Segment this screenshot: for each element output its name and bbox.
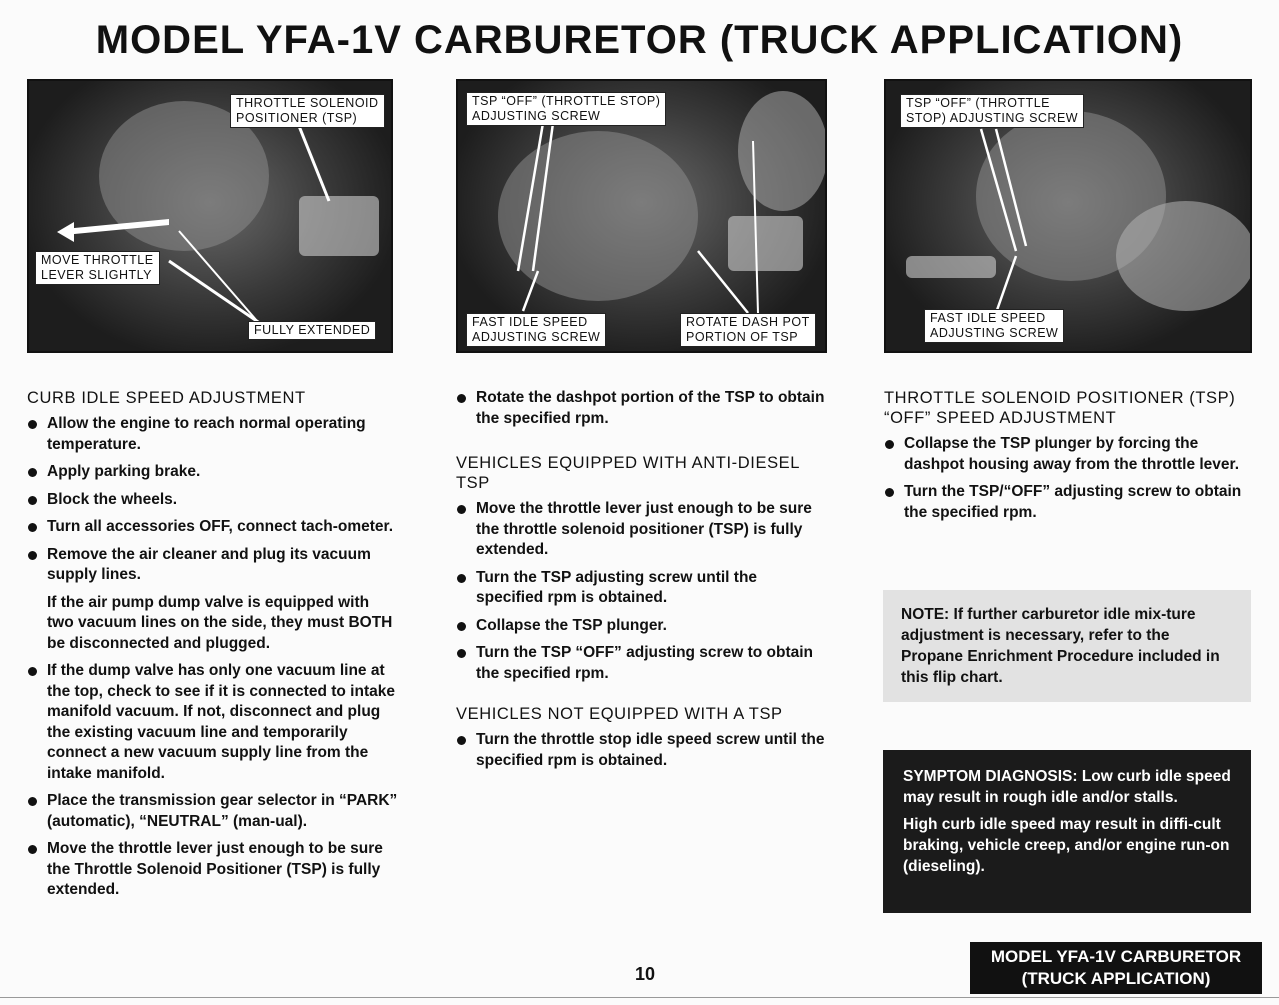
list-item: Move the throttle lever just enough to be sure the Throttle Solenoid Positioner (TSP) is fully extended. — [27, 839, 399, 901]
list-anti-diesel-steps — [456, 499, 828, 684]
heading-tsp-off-speed: THROTTLE SOLENOID POSITIONER (TSP) “OFF” SPEED ADJUSTMENT — [884, 389, 1236, 427]
list-item: Turn the TSP “OFF” adjusting screw to obtain the specified rpm. — [456, 643, 828, 684]
list-no-tsp-steps — [456, 730, 828, 771]
column-tsp-off-speed — [884, 388, 1254, 530]
page-number: 10 — [634, 964, 656, 984]
callout-fully-extended: FULLY EXTENDED — [248, 321, 376, 340]
list-item: If the dump valve has only one vacuum line at the top, check to see if it is connected to intake manifold vacuum. If not, disconnect and plug the existing vacuum line and temporarily connect a new vacuum supply line from the intake manifold. — [27, 661, 399, 784]
column-curb-idle — [27, 388, 399, 908]
symptom-high-idle: High curb idle speed may result in diffi-cult braking, vehicle creep, and/or engine run-on (dieseling). — [903, 816, 1230, 875]
page-title: MODEL YFA-1V CARBURETOR (TRUCK APPLICATION) — [95, 18, 1184, 62]
footer-line-2: (TRUCK APPLICATION) — [1021, 969, 1211, 988]
heading-anti-diesel-tsp: VEHICLES EQUIPPED WITH ANTI-DIESEL TSP — [456, 454, 800, 492]
callout-move-throttle-lever: MOVE THROTTLE LEVER SLIGHTLY — [35, 251, 160, 285]
list-item: Allow the engine to reach normal operating temperature. — [27, 414, 399, 455]
callout-rotate-dash-pot: ROTATE DASH POT PORTION OF TSP — [680, 313, 816, 347]
list-item: Turn the TSP/“OFF” adjusting screw to obtain the specified rpm. — [884, 482, 1254, 523]
list-item: Rotate the dashpot portion of the TSP to obtain the specified rpm. — [456, 388, 828, 429]
list-item: Remove the air cleaner and plug its vacuum supply lines. — [27, 545, 399, 586]
callout-tsp-off-adjusting-screw: TSP “OFF” (THROTTLE STOP) ADJUSTING SCREW — [466, 92, 666, 126]
list-item: Collapse the TSP plunger by forcing the dashpot housing away from the throttle lever. — [884, 434, 1254, 475]
callout-fast-idle-speed-screw: FAST IDLE SPEED ADJUSTING SCREW — [924, 309, 1064, 343]
list-item: Turn the throttle stop idle speed screw until the specified rpm is obtained. — [456, 730, 828, 771]
list-tsp-off-steps — [884, 434, 1254, 523]
list-curb-idle-steps — [27, 414, 399, 586]
list-dashpot — [456, 388, 828, 429]
list-item: Place the transmission gear selector in “PARK” (automatic), “NEUTRAL” (man-ual). — [27, 791, 399, 832]
list-item: Move the throttle lever just enough to be sure the throttle solenoid positioner (TSP) is fully extended. — [456, 499, 828, 561]
callout-tsp-off-adjusting-screw: TSP “OFF” (THROTTLE STOP) ADJUSTING SCREW — [900, 94, 1084, 128]
list-curb-idle-steps-2 — [27, 661, 399, 901]
heading-curb-idle-speed: CURB IDLE SPEED ADJUSTMENT — [27, 389, 306, 407]
bottom-rule — [0, 997, 1279, 998]
note-box: NOTE: If further carburetor idle mix-ture adjustment is necessary, refer to the Propane Enrichment Procedure included in this flip chart. — [883, 590, 1251, 702]
carburetor-photo-1 — [27, 79, 393, 353]
symptom-low-idle: SYMPTOM DIAGNOSIS: Low curb idle speed may result in rough idle and/or stalls. — [903, 768, 1231, 806]
list-item: Turn the TSP adjusting screw until the specified rpm is obtained. — [456, 568, 828, 609]
carburetor-photo-3 — [884, 79, 1252, 353]
column-tsp-procedures — [456, 388, 828, 778]
dump-valve-note: If the air pump dump valve is equipped with two vacuum lines on the side, they must BOTH be disconnected and plugged. — [47, 593, 393, 652]
list-item: Apply parking brake. — [27, 462, 399, 483]
list-item: Block the wheels. — [27, 490, 399, 511]
callout-fast-idle-speed-screw: FAST IDLE SPEED ADJUSTING SCREW — [466, 313, 606, 347]
callout-throttle-solenoid-positioner: THROTTLE SOLENOID POSITIONER (TSP) — [230, 94, 385, 128]
carburetor-photo-2 — [456, 79, 827, 353]
symptom-diagnosis-box — [883, 750, 1251, 913]
footer-line-1: MODEL YFA-1V CARBURETOR — [990, 947, 1242, 966]
footer-tab — [970, 942, 1262, 994]
list-item: Turn all accessories OFF, connect tach-ometer. — [27, 517, 399, 538]
heading-no-tsp: VEHICLES NOT EQUIPPED WITH A TSP — [456, 705, 783, 723]
list-item: Collapse the TSP plunger. — [456, 616, 828, 637]
